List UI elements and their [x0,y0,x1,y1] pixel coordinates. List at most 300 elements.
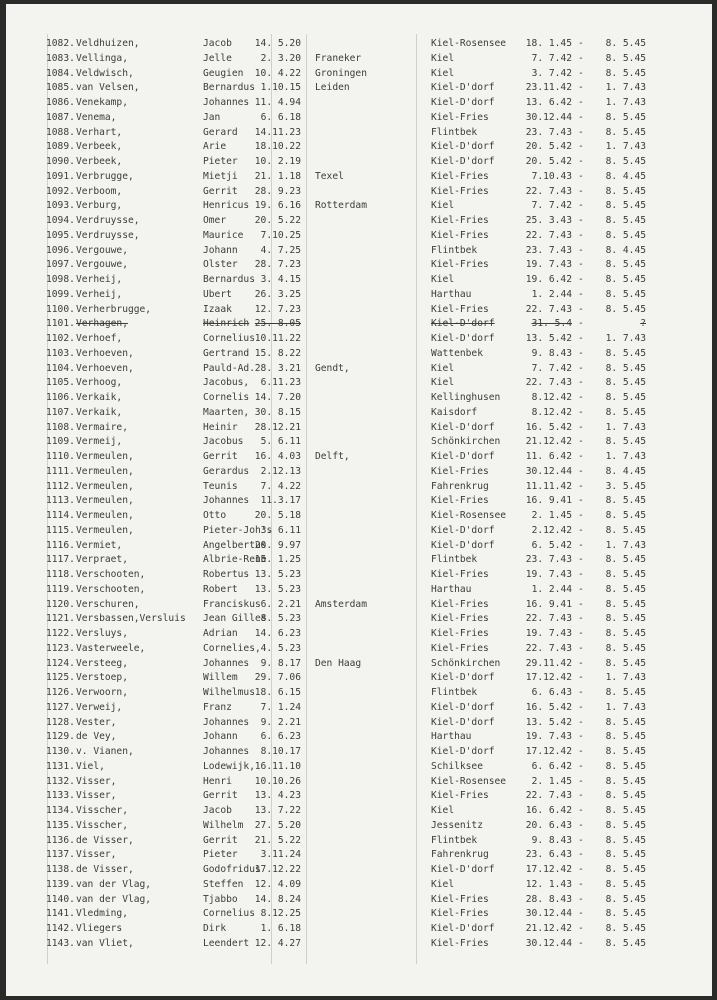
surname: Vermeulen, [76,510,134,521]
date-to: 8. 4.45 [605,170,646,182]
entry-number: 1141. [46,908,75,920]
entry-number: 1118. [46,569,75,580]
first-name: Jacobus, [203,377,250,389]
birth-date: 6. 6.23 [260,731,301,743]
first-name: Bernardus [203,82,255,94]
first-name: Bernardus [203,274,255,285]
date-range-dash: - [578,111,584,123]
table-row [6,525,712,539]
entry-number: 1105. [46,377,75,389]
birth-place: Leiden [315,82,350,94]
surname: Visser, [76,775,117,787]
entry-number: 1092. [46,185,75,197]
surname: Verherbrugge, [76,303,152,315]
surname: Verboom, [76,185,123,197]
table-row [6,569,712,583]
table-row [6,687,712,701]
table-row [6,392,712,406]
date-range-dash: - [578,613,584,625]
surname: v. Vianen, [76,746,134,757]
date-from: 20. 5.42 [525,156,572,167]
date-range-dash: - [578,731,584,743]
camp-location: Kiel-Fries [431,598,489,610]
table-row [6,495,712,509]
entry-number: 1121. [46,613,75,625]
date-to: 8. 5.45 [605,849,646,861]
table-row [6,761,712,775]
date-range-dash: - [578,244,584,256]
camp-location: Wattenbek [431,347,483,359]
birth-date: 13. 5.23 [254,583,301,595]
table-row [6,805,712,819]
surname: Visser, [76,849,117,861]
date-range-dash: - [578,805,584,816]
surname: Visser, [76,790,117,802]
camp-location: Kiel-Fries [431,465,489,477]
first-name: Johannes [203,657,250,669]
date-to: 8. 5.45 [605,185,646,197]
birth-date: 8.10.17 [260,746,301,757]
surname: Venekamp, [76,97,128,108]
date-to: 8. 5.45 [605,657,646,669]
table-row [6,171,712,185]
date-to: 8. 5.45 [605,937,646,949]
first-name: Olster [203,259,238,271]
table-row [6,731,712,745]
date-range-dash: - [578,377,584,389]
surname: Verheij, [76,288,123,300]
date-range-dash: - [578,510,584,521]
entry-number: 1104. [46,362,75,374]
birth-date: 13. 5.23 [254,569,301,580]
camp-location: Kiel [431,362,455,374]
table-row [6,53,712,67]
surname: Visscher, [76,805,128,816]
surname: Verschooten, [76,569,146,580]
surname: Verwoorn, [76,687,128,698]
date-from: 13. 5.42 [525,716,572,728]
table-row [6,702,712,716]
camp-location: Kellinghusen [431,392,501,403]
birth-date: 3.11.24 [260,849,301,861]
first-name: Jacobus [203,436,244,448]
date-from: 2.12.42 [531,524,572,536]
date-from: 7. 7.42 [531,200,572,212]
camp-location: Flintbek [431,834,478,846]
date-range-dash: - [578,937,584,949]
date-to: 1. 7.43 [605,333,646,344]
camp-location: Harthau [431,731,472,743]
camp-location: Jessenitz [431,819,483,831]
table-row [6,908,712,922]
surname: Vermeulen, [76,465,134,477]
date-from: 23. 7.43 [525,554,572,566]
date-to: 1. 7.43 [605,672,646,684]
birth-place: Den Haag [315,657,362,669]
camp-location: Schönkirchen [431,657,501,669]
first-name: Mietji [203,170,238,182]
birth-date: 14. 5.20 [254,38,301,49]
entry-number: 1108. [46,421,75,433]
date-from: 9. 8.43 [531,347,572,359]
entry-number: 1138. [46,864,75,875]
first-name: Leendert [203,937,250,949]
first-name: Johann [203,731,238,743]
date-to: 8. 5.45 [605,834,646,846]
surname: Vergouwe, [76,259,128,271]
entry-number: 1131. [46,760,75,772]
first-name: Otto [203,510,227,521]
surname: Verheij, [76,274,123,285]
camp-location: Flintbek [431,554,478,566]
camp-location: Schönkirchen [431,436,501,448]
date-from: 30.12.44 [525,111,572,123]
date-from: 7.10.43 [531,170,572,182]
camp-location: Harthau [431,288,472,300]
table-row [6,141,712,155]
first-name: Pieter-Joh's [203,524,273,536]
table-row [6,127,712,141]
entry-number: 1115. [46,524,75,536]
birth-date: 2.12.13 [260,465,301,477]
date-to: 1. 7.43 [605,701,646,713]
entry-number: 1094. [46,215,75,226]
entry-number: 1139. [46,878,75,890]
camp-location: Kiel-D'dorf [431,701,495,713]
date-from: 16. 9.41 [525,598,572,610]
date-from: 25. 3.43 [525,215,572,226]
table-row [6,466,712,480]
camp-location: Kiel-Fries [431,908,489,920]
date-to: 8. 5.45 [605,583,646,595]
birth-date: 13. 4.23 [254,790,301,802]
entry-number: 1110. [46,451,75,462]
first-name: Arie [203,141,227,153]
date-from: 7. 7.42 [531,362,572,374]
date-to: 8. 5.45 [605,524,646,536]
first-name: Wilhelm [203,819,244,831]
date-range-dash: - [578,421,584,433]
entry-number: 1084. [46,67,75,79]
date-to: 8. 5.45 [605,436,646,448]
date-range-dash: - [578,716,584,728]
date-to: 8. 5.45 [605,613,646,625]
entry-number: 1099. [46,288,75,300]
entry-number: 1143. [46,937,75,949]
surname: Verschuren, [76,598,140,610]
first-name: Gerrit [203,451,238,462]
date-range-dash: - [578,598,584,610]
table-row [6,363,712,377]
date-to: 8. 5.45 [605,288,646,300]
camp-location: Kiel-Fries [431,111,489,123]
entry-number: 1119. [46,583,75,595]
entry-number: 1096. [46,244,75,256]
first-name: Gertrand [203,347,250,359]
first-name: Godofridus [203,864,261,875]
date-to: 8. 5.45 [605,229,646,241]
entry-number: 1082. [46,38,75,49]
birth-place: Texel [315,170,344,182]
birth-place: Delft, [315,451,350,462]
date-to: 8. 5.45 [605,746,646,757]
date-range-dash: - [578,215,584,226]
entry-number: 1136. [46,834,75,846]
birth-date: 11. 4.94 [254,97,301,108]
date-from: 23. 6.43 [525,849,572,861]
camp-location: Kiel [431,377,455,389]
camp-location: Kiel-Fries [431,790,489,802]
birth-date: 19. 6.16 [254,200,301,212]
date-to: 8. 5.45 [605,259,646,271]
date-to: 3. 5.45 [605,480,646,492]
table-row [6,97,712,111]
entry-number: 1142. [46,923,75,934]
camp-location: Fahrenkrug [431,849,489,861]
surname: Visscher, [76,819,128,831]
birth-date: 6. 2.21 [260,598,301,610]
date-from: 18. 1.45 [525,38,572,49]
date-to: 1. 7.43 [605,97,646,108]
date-to: 8. 5.45 [605,878,646,890]
date-from: 16. 5.42 [525,421,572,433]
date-range-dash: - [578,185,584,197]
date-from: 23. 7.43 [525,244,572,256]
date-from: 19. 7.43 [525,259,572,271]
camp-location: Kiel-D'dorf [431,333,495,344]
table-row [6,259,712,273]
first-name: Franz [203,701,232,713]
date-range-dash: - [578,126,584,138]
camp-location: Kiel-Fries [431,613,489,625]
table-row [6,200,712,214]
camp-location: Kiel-D'dorf [431,716,495,728]
table-row [6,599,712,613]
entry-number: 1101. [46,318,75,330]
camp-location: Harthau [431,583,472,595]
first-name: Gerrit [203,834,238,846]
surname: Verhoog, [76,377,123,389]
table-row [6,746,712,760]
birth-date: 28. 7.23 [254,259,301,271]
date-from: 20. 5.42 [525,141,572,153]
date-to: 8. 5.45 [605,569,646,580]
date-to: 8. 5.45 [605,406,646,418]
date-from: 30.12.44 [525,465,572,477]
table-row [6,643,712,657]
surname: Vergouwe, [76,244,128,256]
date-to: 8. 5.45 [605,347,646,359]
birth-date: 3. 4.15 [260,274,301,285]
surname: van der Vlag, [76,893,152,905]
camp-location: Kiel-D'dorf [431,451,495,462]
table-row [6,422,712,436]
birth-date: 10. 2.19 [254,156,301,167]
camp-location: Kiel-D'dorf [431,82,495,94]
first-name: Cornelius [203,908,255,920]
date-to: 8. 4.45 [605,244,646,256]
date-from: 22. 7.43 [525,613,572,625]
date-to: 8. 5.45 [605,362,646,374]
date-range-dash: - [578,495,584,507]
first-name: Omer [203,215,227,226]
camp-location: Kiel-Fries [431,495,489,507]
table-row [6,554,712,568]
birth-date: 9. 2.21 [260,716,301,728]
birth-date: 3. 6.11 [260,524,301,536]
date-range-dash: - [578,657,584,669]
date-range-dash: - [578,775,584,787]
table-row [6,289,712,303]
first-name: Johann [203,244,238,256]
date-range-dash: - [578,229,584,241]
entry-number: 1120. [46,598,75,610]
date-to: 1. 7.43 [605,451,646,462]
entry-number: 1117. [46,554,75,566]
entry-number: 1127. [46,701,75,713]
surname: de Visser, [76,864,134,875]
date-from: 22. 7.43 [525,642,572,654]
surname: Venema, [76,111,117,123]
date-to: 8. 5.45 [605,156,646,167]
camp-location: Kiel-D'dorf [431,539,495,551]
birth-date: 21. 5.22 [254,834,301,846]
birth-date: 5. 6.11 [260,436,301,448]
date-range-dash: - [578,480,584,492]
date-range-dash: - [578,406,584,418]
date-range-dash: - [578,333,584,344]
first-name: Pauld-Ad. [203,362,255,374]
date-range-dash: - [578,687,584,698]
camp-location: Kiel-D'dorf [431,524,495,536]
surname: van Vliet, [76,937,134,949]
date-range-dash: - [578,362,584,374]
date-range-dash: - [578,760,584,772]
date-range-dash: - [578,67,584,79]
date-range-dash: - [578,569,584,580]
date-from: 19. 7.43 [525,731,572,743]
date-range-dash: - [578,200,584,212]
table-row [6,186,712,200]
birth-date: 10.10.26 [254,775,301,787]
date-from: 22. 7.43 [525,303,572,315]
first-name: Angelbertus [203,539,267,551]
first-name: Pieter [203,156,238,167]
camp-location: Kiel-Fries [431,215,489,226]
birth-date: 1.10.15 [260,82,301,94]
entry-number: 1086. [46,97,75,108]
entry-number: 1097. [46,259,75,271]
table-row [6,510,712,524]
camp-location: Kiel [431,274,455,285]
date-range-dash: - [578,524,584,536]
table-row [6,879,712,893]
surname: Verschooten, [76,583,146,595]
surname: Verhoeven, [76,347,134,359]
date-from: 7. 7.42 [531,52,572,64]
first-name: Ubert [203,288,232,300]
camp-location: Flintbek [431,126,478,138]
birth-date: 30. 8.15 [254,406,301,418]
date-to: 1. 7.43 [605,141,646,153]
first-name: Henri [203,775,232,787]
date-to: 8. 5.45 [605,628,646,639]
birth-date: 8.12.25 [260,908,301,920]
camp-location: Kiel-D'dorf [431,923,495,934]
table-row [6,230,712,244]
date-range-dash: - [578,554,584,566]
date-to: 8. 5.45 [605,200,646,212]
date-range-dash: - [578,259,584,271]
entry-number: 1085. [46,82,75,94]
date-range-dash: - [578,288,584,300]
date-to: 8. 5.45 [605,215,646,226]
birth-date: 14. 6.23 [254,628,301,639]
first-name: Maarten, [203,406,250,418]
camp-location: Kiel-D'dorf [431,746,495,757]
birth-date: 21. 1.18 [254,170,301,182]
camp-location: Kiel-D'dorf [431,421,495,433]
date-to: 8. 4.45 [605,465,646,477]
date-to: 8. 5.45 [605,111,646,123]
first-name: Gerrit [203,185,238,197]
camp-location: Kiel [431,52,455,64]
date-to: 8. 5.45 [605,819,646,831]
table-row [6,245,712,259]
surname: Verbeek, [76,141,123,153]
surname: Verbeek, [76,156,123,167]
date-to: 8. 5.45 [605,510,646,521]
table-row [6,481,712,495]
date-range-dash: - [578,170,584,182]
birth-date: 16. 4.03 [254,451,301,462]
date-from: 19. 7.43 [525,628,572,639]
camp-location: Schilksee [431,760,483,772]
table-row [6,820,712,834]
date-to: 8. 5.45 [605,554,646,566]
camp-location: Kiel [431,200,455,212]
entry-number: 1088. [46,126,75,138]
surname: Versteeg, [76,657,128,669]
date-range-dash: - [578,819,584,831]
table-row [6,923,712,937]
table-row [6,451,712,465]
surname: Verpraet, [76,554,128,566]
surname: Veldhuizen, [76,38,140,49]
surname: Verkaik, [76,392,123,403]
camp-location: Kiel-Fries [431,170,489,182]
surname: Vasterweele, [76,642,146,654]
date-to: 8. 5.45 [605,893,646,905]
camp-location: Kiel-Fries [431,303,489,315]
date-from: 21.12.42 [525,923,572,934]
date-range-dash: - [578,274,584,285]
birth-date: 28. 3.21 [254,362,301,374]
surname: Viel, [76,760,105,772]
birth-date: 14. 8.24 [254,893,301,905]
entry-number: 1113. [46,495,75,507]
birth-date: 25. 8.05 [254,318,301,330]
birth-date: 17.12.22 [254,864,301,875]
birth-date: 27. 5.20 [254,819,301,831]
birth-date: 16.11.10 [254,760,301,772]
table-row [6,215,712,229]
date-from: 1. 2.44 [531,288,572,300]
date-to: 8. 5.45 [605,274,646,285]
first-name: Cornelis [203,392,250,403]
birth-date: 7. 4.22 [260,480,301,492]
camp-location: Kiel-D'dorf [431,141,495,153]
